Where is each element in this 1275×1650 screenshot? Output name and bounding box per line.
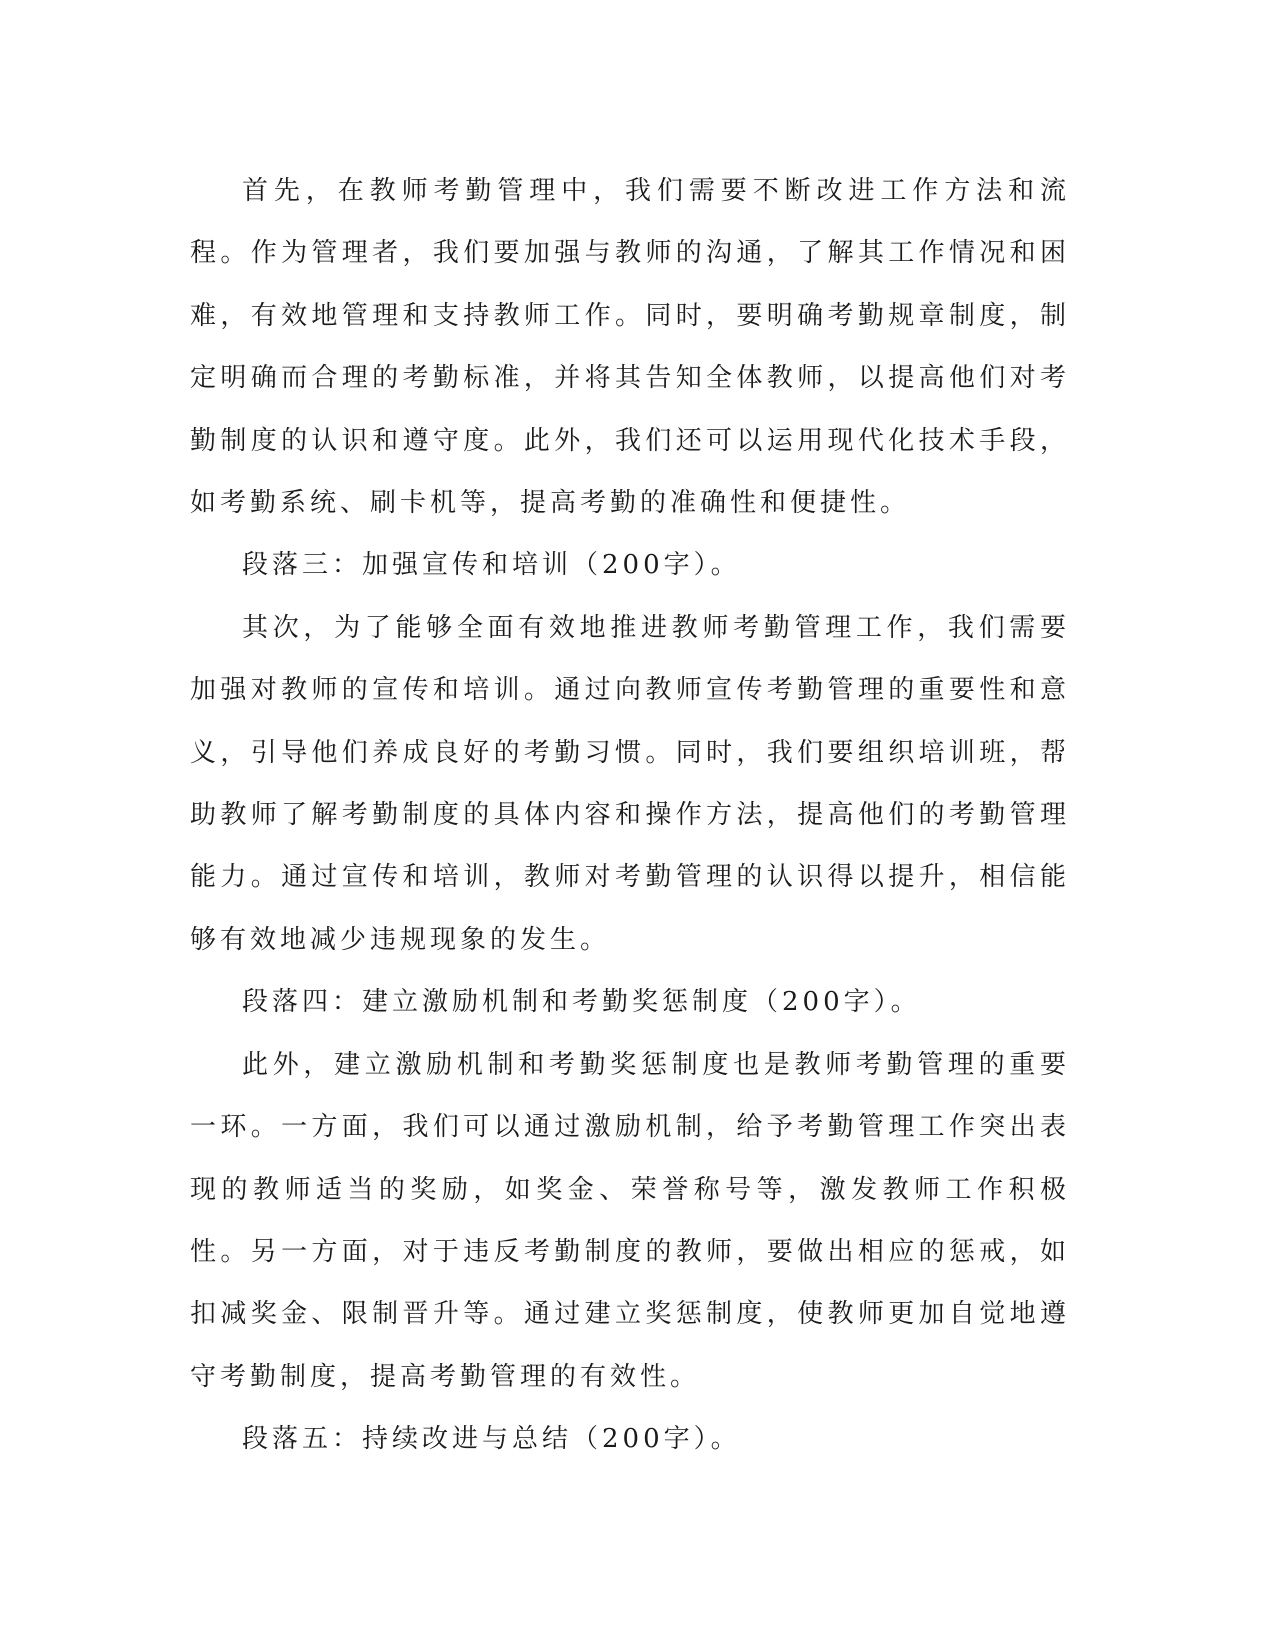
section-heading-4: 段落四：建立激励机制和考勤奖惩制度（200字）。 bbox=[242, 987, 921, 1018]
paragraph-publicity-training: 其次，为了能够全面有效地推进教师考勤管理工作，我们需要加强对教师的宣传和培训。通过向教师宣传考勤管理的重要性和意义，引导他们养成良好的考勤习惯。同时，我们要组织培训班，帮助教师了解考勤制度的具体内容和操作方法，提高他们的考勤管理能力。通过宣传和培训，教师对考勤管理的认识得以提升，相信能够有效地减少违规现象的发生。 bbox=[190, 612, 1070, 955]
paragraph-improve-methods: 首先，在教师考勤管理中，我们需要不断改进工作方法和流程。作为管理者，我们要加强与教师的沟通，了解其工作情况和困难，有效地管理和支持教师工作。同时，要明确考勤规章制度，制定明确而合理的考勤标准，并将其告知全体教师，以提高他们对考勤制度的认识和遵守度。此外，我们还可以运用现代化技术手段，如考勤系统、刷卡机等，提高考勤的准确性和便捷性。 bbox=[190, 176, 1070, 519]
paragraph-incentives: 此外，建立激励机制和考勤奖惩制度也是教师考勤管理的重要一环。一方面，我们可以通过激励机制，给予考勤管理工作突出表现的教师适当的奖励，如奖金、荣誉称号等，激发教师工作积极性。另一方面，对于违反考勤制度的教师，要做出相应的惩戒，如扣减奖金、限制晋升等。通过建立奖惩制度，使教师更加自觉地遵守考勤制度，提高考勤管理的有效性。 bbox=[190, 1049, 1070, 1392]
section-heading-5: 段落五：持续改进与总结（200字）。 bbox=[242, 1424, 741, 1455]
section-heading-3: 段落三：加强宣传和培训（200字）。 bbox=[242, 550, 741, 581]
document-body bbox=[190, 160, 1070, 1471]
